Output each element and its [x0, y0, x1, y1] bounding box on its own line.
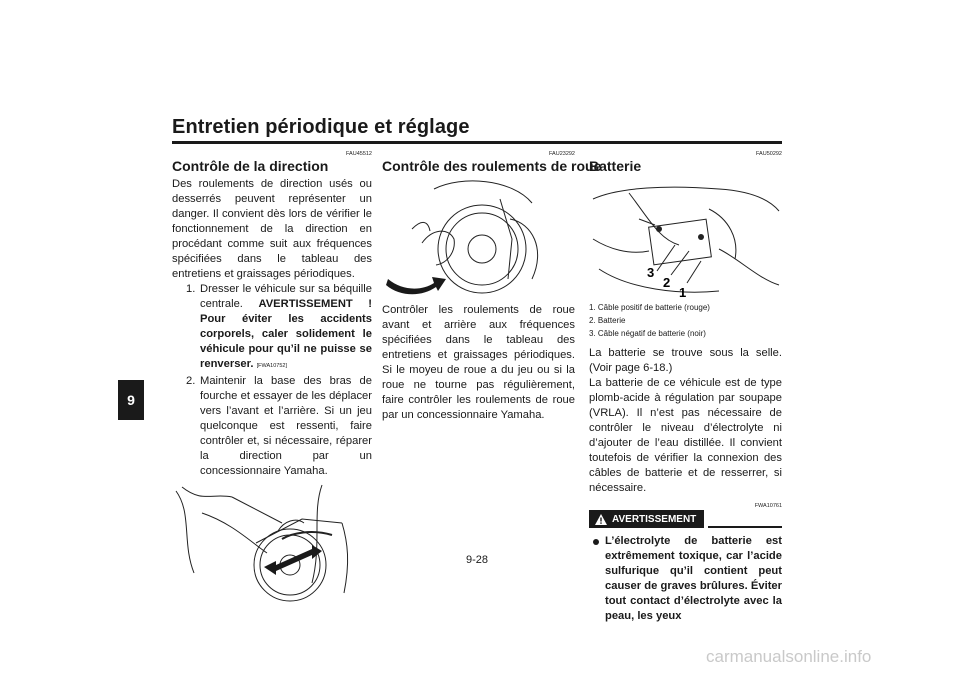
warning-triangle-icon: [595, 514, 607, 525]
column-wheel: [382, 150, 602, 423]
warning-code: [FWA10752]: [256, 363, 287, 369]
bullet-text: L’électrolyte de batterie est extrêmement toxique, car l’acide sulfurique qu’il contient peut causer de graves brûlures. Éviter tout contact d’électrolyte avec la peau, les yeux: [605, 535, 782, 622]
callout-3: 3: [647, 265, 655, 280]
caption-item: 1. Câble positif de batterie (rouge): [589, 303, 710, 312]
fork-check-illustration: [172, 483, 356, 603]
battery-illustration: [589, 179, 782, 299]
steps-list: [172, 282, 372, 479]
caption-item: 3. Câble négatif de batterie (noir): [589, 329, 706, 338]
section-heading: Contrôle des roulements de roue: [382, 158, 602, 174]
inline-warning: AVERTISSEMENT ! Pour éviter les accidents corporels, caler solidement le véhicule pour qu’il ne puisse se renverser.: [200, 298, 373, 370]
chapter-tab: 9: [118, 380, 144, 420]
battery-paragraph-2: La batterie de ce véhicule est de type plomb-acide à régulation par soupape (VRLA). Il n’est pas nécessaire de contrôler le niveau d’électrolyte ni d’ajouter de l’eau distillée. Il convient toutefois de vérifier la connexion des câbles de batterie et de resserrer, si nécessaire.: [589, 377, 782, 494]
section-code: FAU50292: [756, 151, 782, 157]
page-title: Entretien périodique et réglage: [172, 116, 470, 138]
warning-badge: [589, 510, 704, 528]
warning-code: FWA10761: [754, 503, 782, 509]
figure-captions: [589, 301, 782, 340]
callout-2: 2: [663, 275, 671, 290]
wheel-bearing-illustration: [382, 179, 575, 297]
wheel-paragraph: Contrôler les roulements de roue avant et arrière aux fréquences spécifiées dans le tableau des entretiens et graissages périodiques. Si le moyeu de roue a du jeu ou si la roue ne tourne pas régulièrement, faire contrôler les roulements de roue par un concessionnaire Yamaha.: [382, 304, 575, 421]
step-number: 2.: [186, 375, 196, 387]
warning-bullet: [589, 534, 782, 624]
header-rule: [172, 141, 782, 144]
section-code: FAU45512: [346, 151, 372, 157]
warning-label: AVERTISSEMENT: [612, 513, 697, 525]
warning-header: [589, 510, 782, 528]
column-battery: [589, 150, 782, 624]
step-1: [172, 282, 372, 374]
watermark: carmanualsonline.info: [706, 647, 872, 666]
section-code: FAU23292: [549, 151, 575, 157]
page-number: 9-28: [466, 554, 489, 566]
section-heading: Contrôle de la direction: [172, 158, 329, 174]
step-text: Dresser le véhicule sur sa béquille centrale.: [200, 283, 372, 310]
step-number: 1.: [186, 283, 196, 295]
warning-rule: [708, 526, 782, 528]
step-text: Maintenir la base des bras de fourche et essayer de les déplacer vers l’avant et l’arrière. Si un jeu quelconque est ressenti, faire contrôler et, si nécessaire, réparer la direction par un concessionnaire Yamaha.: [200, 375, 372, 477]
battery-paragraph-1: La batterie se trouve sous la selle. (Voir page 6-18.): [589, 347, 782, 374]
step-2: [172, 374, 372, 479]
column-direction: [172, 150, 372, 603]
bullet-dot: [593, 539, 599, 545]
callout-1: 1: [679, 285, 687, 299]
caption-item: 2. Batterie: [589, 316, 626, 325]
section-heading: Batterie: [589, 158, 642, 174]
intro-paragraph: Des roulements de direction usés ou desserrés peuvent représenter un danger. Il convient dès lors de vérifier le fonctionnement de la direction en procédant comme suit aux fréquences spécifiées dans le tableau des entretiens et graissages périodiques.: [172, 178, 372, 280]
